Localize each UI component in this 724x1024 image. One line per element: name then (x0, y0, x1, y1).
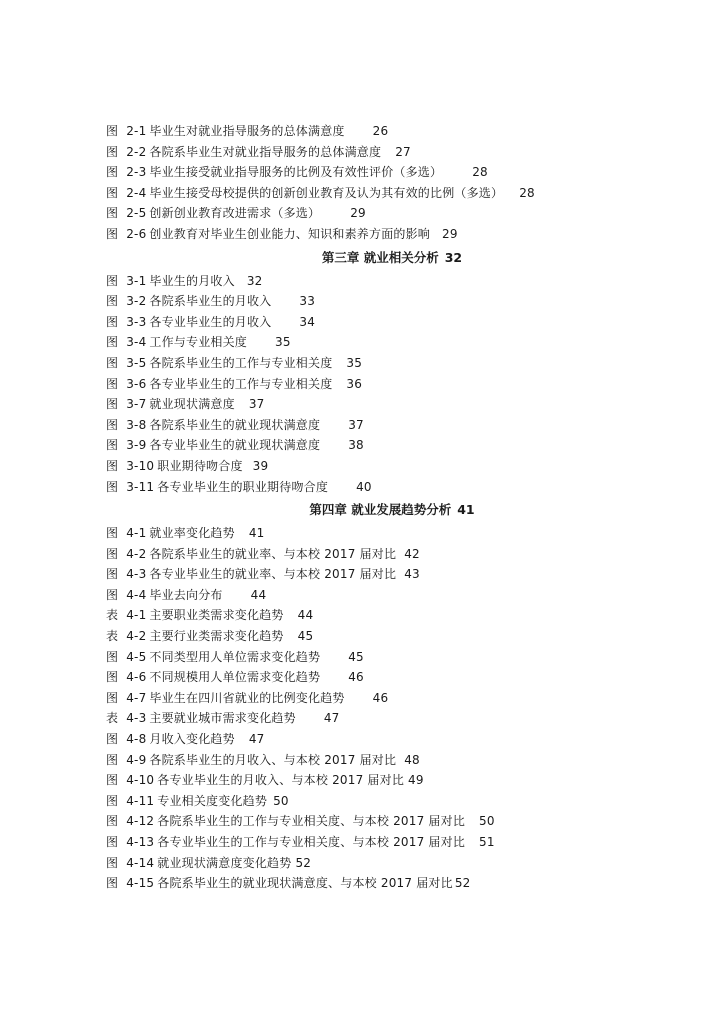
entry-title: 主要就业城市需求变化趋势 (149, 711, 296, 726)
entry-number: 3-6 (126, 376, 147, 391)
entry-title: 主要职业类需求变化趋势 (149, 608, 284, 623)
toc-entry[interactable] (0, 224, 724, 245)
entry-type: 图 (106, 670, 119, 685)
entry-page-number: 46 (372, 690, 389, 705)
entry-type: 图 (106, 273, 119, 288)
entry-number: 4-13 (126, 835, 155, 849)
toc-entry[interactable] (0, 332, 724, 353)
entry-title: 工作与专业相关度 (149, 335, 248, 350)
entry-number: 3-5 (126, 355, 147, 370)
entry-title: 各专业毕业生的月收入、与本校 2017 届对比 (157, 773, 405, 788)
toc-entry[interactable] (0, 477, 724, 498)
entry-page-number: 44 (250, 587, 267, 602)
entry-type: 图 (106, 876, 119, 891)
table-of-figures (0, 121, 724, 894)
chapter-page-number: 41 (457, 502, 475, 518)
entry-page-number: 28 (519, 185, 535, 200)
entry-page-number: 28 (472, 165, 488, 180)
entry-page-number: 52 (454, 876, 471, 891)
entry-number: 4-11 (126, 793, 155, 808)
entry-title: 毕业生对就业指导服务的总体满意度 (149, 124, 345, 138)
entry-page-number: 47 (323, 711, 340, 726)
entry-number: 3-8 (126, 417, 147, 432)
entry-type: 图 (106, 752, 119, 767)
toc-entry[interactable] (0, 312, 724, 333)
entry-page-number: 35 (275, 335, 291, 350)
entry-type: 图 (106, 124, 119, 138)
entry-title: 不同规模用人单位需求变化趋势 (149, 670, 321, 685)
entry-page-number: 29 (442, 226, 458, 241)
entry-page-number: 48 (404, 752, 420, 767)
entry-page-number: 41 (248, 526, 265, 541)
entry-number: 2-5 (126, 206, 147, 221)
entry-title: 各院系毕业生的工作与专业相关度、与本校 2017 届对比 (157, 814, 466, 829)
entry-type: 图 (106, 376, 119, 391)
entry-page-number: 40 (356, 479, 372, 494)
chapter-title: 第四章 就业发展趋势分析 (309, 502, 452, 518)
entry-type: 图 (106, 855, 119, 870)
entry-page-number: 42 (404, 546, 420, 561)
entry-type: 图 (106, 526, 119, 541)
toc-entry[interactable] (0, 791, 724, 812)
entry-type: 图 (106, 814, 119, 829)
toc-entry[interactable] (0, 142, 724, 163)
entry-number: 3-2 (126, 294, 147, 309)
entry-title: 各院系毕业生的月收入 (149, 294, 272, 309)
toc-entry[interactable] (0, 770, 724, 791)
entry-page-number: 39 (252, 458, 269, 473)
entry-page-number: 50 (479, 814, 495, 829)
entry-number: 4-2 (126, 546, 147, 561)
entry-title: 创新创业教育改进需求（多选） (149, 206, 321, 221)
entry-type: 图 (106, 294, 119, 309)
toc-entry[interactable] (0, 688, 724, 709)
entry-type: 图 (106, 546, 119, 561)
entry-type: 表 (106, 711, 119, 726)
entry-page-number: 37 (248, 397, 265, 412)
entry-page-number: 43 (404, 567, 420, 582)
entry-number: 4-15 (126, 876, 155, 891)
entry-type: 表 (106, 608, 119, 623)
entry-page-number: 46 (348, 670, 364, 685)
entry-title: 各院系毕业生的就业现状满意度、与本校 2017 届对比 (157, 876, 453, 891)
entry-type: 图 (106, 335, 119, 350)
entry-number: 4-12 (126, 814, 155, 829)
entry-type: 图 (106, 690, 119, 705)
entry-page-number: 45 (348, 649, 364, 664)
entry-type: 图 (106, 355, 119, 370)
entry-type: 图 (106, 732, 119, 747)
entry-title: 毕业去向分布 (149, 587, 223, 602)
toc-entry[interactable] (0, 374, 724, 395)
toc-entry[interactable] (0, 435, 724, 456)
entry-page-number: 44 (297, 608, 314, 623)
entry-number: 4-2 (126, 629, 147, 644)
toc-entry[interactable] (0, 667, 724, 688)
entry-title: 各专业毕业生的工作与专业相关度 (149, 376, 333, 391)
entry-type: 图 (106, 185, 119, 200)
toc-entry[interactable] (0, 544, 724, 565)
entry-title: 各专业毕业生的就业现状满意度 (149, 438, 321, 453)
entry-number: 4-5 (126, 649, 147, 664)
entry-title: 月收入变化趋势 (149, 732, 235, 747)
toc-entry[interactable] (0, 162, 724, 183)
entry-type: 图 (106, 649, 119, 664)
entry-page-number: 47 (248, 732, 265, 747)
entry-type: 图 (106, 144, 119, 159)
entry-type: 图 (106, 397, 119, 412)
entry-number: 4-1 (126, 608, 147, 623)
entry-number: 4-14 (126, 855, 155, 870)
toc-entry[interactable] (0, 750, 724, 771)
toc-entry[interactable] (0, 708, 724, 729)
entry-title: 不同类型用人单位需求变化趋势 (149, 649, 321, 664)
toc-entry[interactable] (0, 647, 724, 668)
toc-entry[interactable] (0, 729, 724, 750)
entry-page-number: 32 (246, 273, 263, 288)
toc-entry[interactable] (0, 353, 724, 374)
chapter-title: 第三章 就业相关分析 (321, 249, 439, 265)
entry-number: 4-4 (126, 587, 147, 602)
entry-title: 创业教育对毕业生创业能力、知识和素养方面的影响 (149, 226, 431, 241)
entry-title: 毕业生在四川省就业的比例变化趋势 (149, 690, 345, 705)
entry-type: 图 (106, 226, 119, 241)
entry-number: 2-3 (126, 165, 147, 180)
toc-entry[interactable] (0, 456, 724, 477)
entry-title: 各院系毕业生的工作与专业相关度 (149, 355, 333, 370)
entry-number: 3-4 (126, 335, 147, 350)
entry-page-number: 38 (348, 438, 364, 453)
toc-entry[interactable] (0, 853, 724, 874)
entry-type: 图 (106, 587, 119, 602)
entry-title: 专业相关度变化趋势 (157, 793, 268, 808)
entry-type: 图 (106, 567, 119, 582)
toc-entry[interactable] (0, 564, 724, 585)
entry-title: 毕业生接受母校提供的创新创业教育及认为其有效的比例（多选） (149, 185, 504, 200)
entry-number: 4-3 (126, 711, 147, 726)
entry-page-number: 33 (299, 294, 316, 309)
entry-number: 3-7 (126, 397, 147, 412)
entry-page-number: 29 (350, 206, 366, 221)
toc-entry[interactable] (0, 585, 724, 606)
toc-entry[interactable] (0, 811, 724, 832)
chapter-heading (0, 499, 724, 521)
entry-page-number: 34 (299, 314, 316, 329)
entry-number: 4-3 (126, 567, 147, 582)
entry-number: 4-10 (126, 773, 155, 788)
entry-number: 3-11 (126, 479, 155, 494)
chapter-page-number: 32 (444, 249, 463, 265)
entry-number: 4-7 (126, 690, 147, 705)
entry-number: 2-1 (126, 124, 147, 138)
entry-number: 3-9 (126, 438, 147, 453)
toc-entry[interactable] (0, 291, 724, 312)
toc-entry[interactable] (0, 203, 724, 224)
toc-entry[interactable] (0, 832, 724, 853)
entry-type: 图 (106, 206, 119, 221)
entry-number: 4-1 (126, 526, 147, 541)
entry-type: 图 (106, 438, 119, 453)
entry-title: 就业现状满意度 (149, 397, 235, 412)
entry-number: 4-9 (126, 752, 147, 767)
entry-type: 图 (106, 835, 119, 849)
entry-number: 4-8 (126, 732, 147, 747)
entry-number: 2-2 (126, 144, 147, 159)
entry-page-number: 26 (372, 124, 389, 138)
entry-type: 图 (106, 479, 119, 494)
entry-title: 主要行业类需求变化趋势 (149, 629, 284, 644)
entry-page-number: 27 (395, 144, 411, 159)
entry-type: 图 (106, 417, 119, 432)
toc-entry[interactable] (0, 873, 724, 894)
entry-title: 各院系毕业生对就业指导服务的总体满意度 (149, 144, 382, 159)
entry-type: 图 (106, 314, 119, 329)
entry-type: 图 (106, 165, 119, 180)
toc-entry[interactable] (0, 626, 724, 647)
entry-page-number: 37 (348, 417, 364, 432)
entry-number: 2-6 (126, 226, 147, 241)
entry-number: 4-6 (126, 670, 147, 685)
entry-type: 图 (106, 458, 119, 473)
chapter-heading (0, 247, 724, 269)
entry-title: 各院系毕业生的月收入、与本校 2017 届对比 (149, 752, 397, 767)
entry-title: 就业现状满意度变化趋势 (157, 855, 292, 870)
entry-type: 图 (106, 793, 119, 808)
entry-title: 职业期待吻合度 (157, 458, 243, 473)
entry-type: 表 (106, 629, 119, 644)
entry-title: 各专业毕业生的月收入 (149, 314, 272, 329)
entry-title: 各专业毕业生的职业期待吻合度 (157, 479, 329, 494)
entry-page-number: 36 (346, 376, 363, 391)
entry-title: 毕业生接受就业指导服务的比例及有效性评价（多选） (149, 165, 443, 180)
entry-page-number: 45 (297, 629, 314, 644)
entry-type: 图 (106, 773, 119, 788)
toc-entry[interactable] (0, 121, 724, 142)
entry-page-number: 51 (479, 835, 495, 849)
toc-entry[interactable] (0, 394, 724, 415)
entry-title: 各院系毕业生的就业率、与本校 2017 届对比 (149, 546, 397, 561)
entry-page-number: 52 (295, 855, 312, 870)
entry-title: 就业率变化趋势 (149, 526, 235, 541)
entry-page-number: 50 (273, 793, 289, 808)
toc-entry[interactable] (0, 523, 724, 544)
toc-entry[interactable] (0, 271, 724, 292)
toc-entry[interactable] (0, 415, 724, 436)
entry-number: 3-10 (126, 458, 155, 473)
entry-title: 各专业毕业生的工作与专业相关度、与本校 2017 届对比 (157, 835, 466, 849)
entry-number: 3-1 (126, 273, 147, 288)
toc-entry[interactable] (0, 183, 724, 204)
entry-page-number: 35 (346, 355, 363, 370)
entry-title: 各院系毕业生的就业现状满意度 (149, 417, 321, 432)
entry-title: 各专业毕业生的就业率、与本校 2017 届对比 (149, 567, 397, 582)
entry-number: 3-3 (126, 314, 147, 329)
toc-entry[interactable] (0, 605, 724, 626)
entry-number: 2-4 (126, 185, 147, 200)
entry-title: 毕业生的月收入 (149, 273, 235, 288)
entry-page-number: 49 (408, 773, 424, 788)
